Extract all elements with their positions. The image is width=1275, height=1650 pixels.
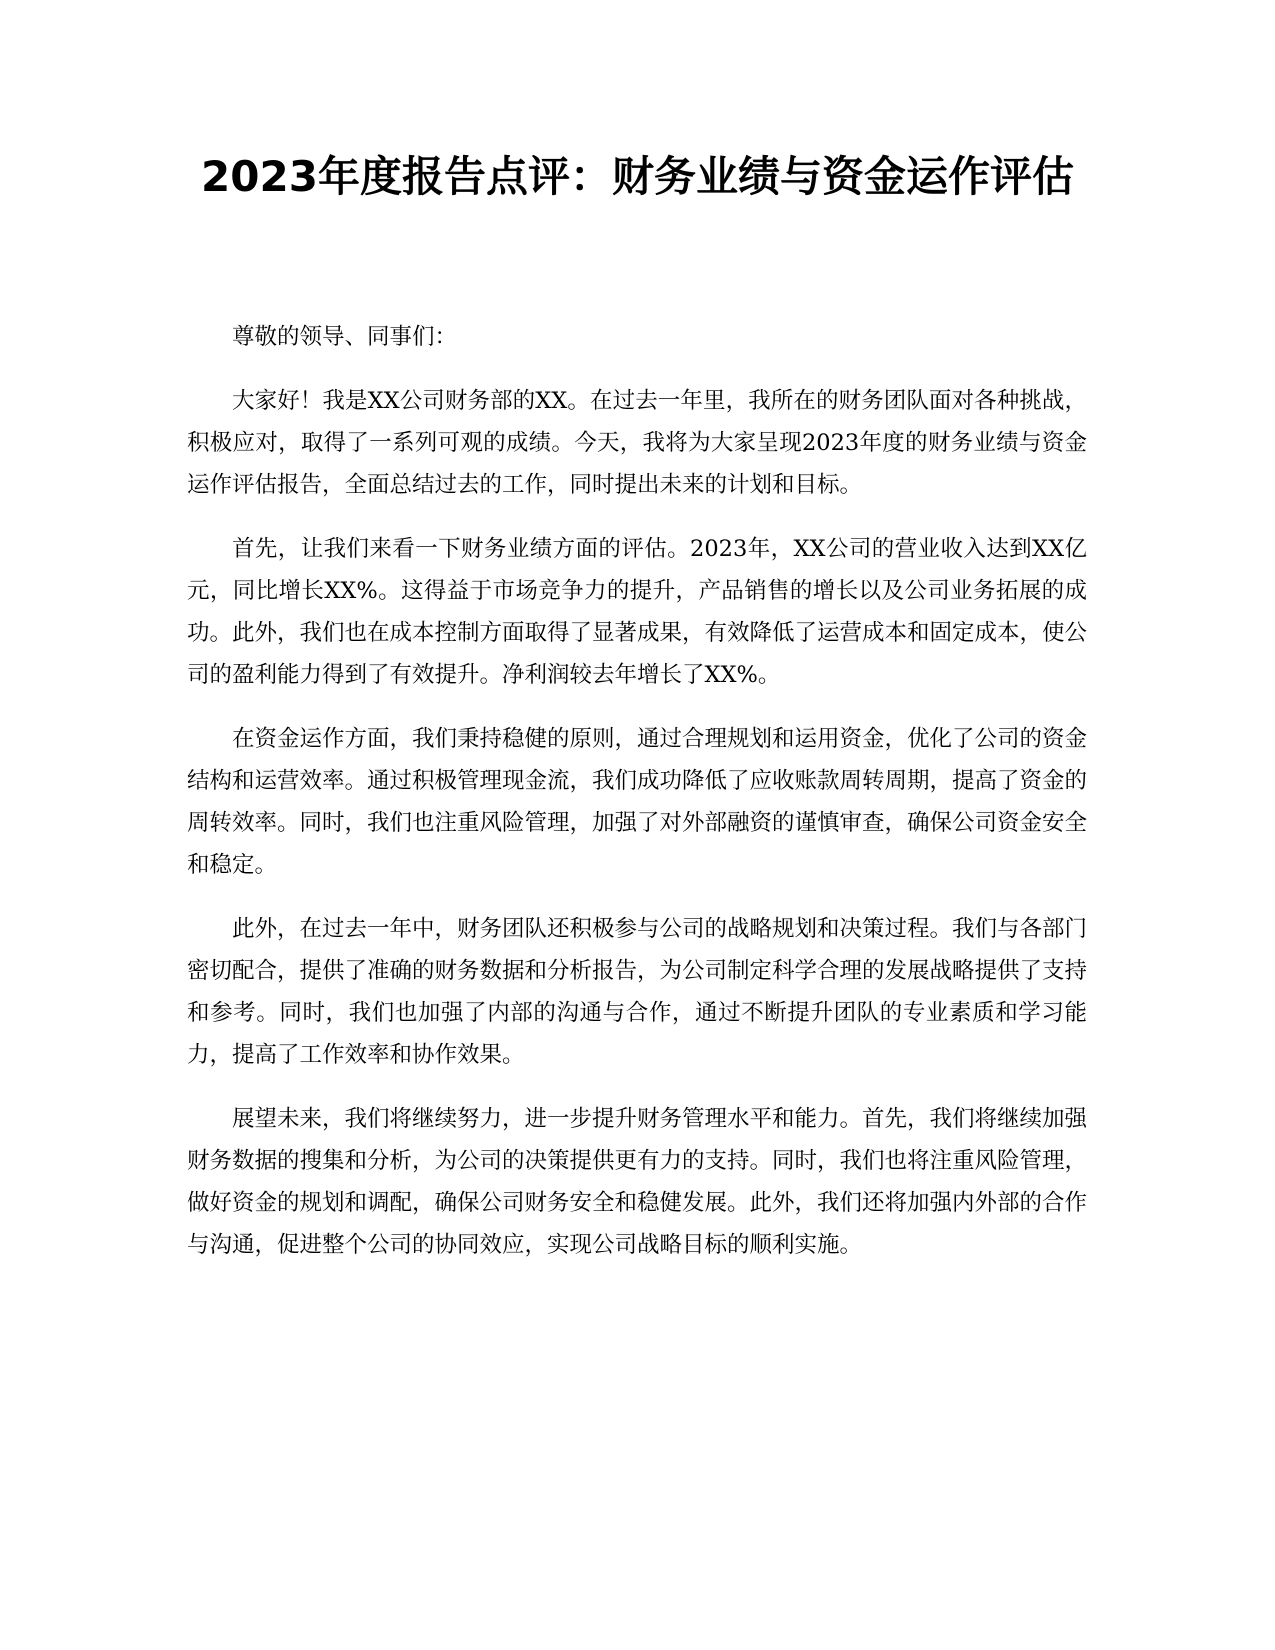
paragraph-introduction: 大家好！我是XX公司财务部的XX。在过去一年里，我所在的财务团队面对各种挑战，积极应对，取得了一系列可观的成绩。今天，我将为大家呈现2023年度的财务业绩与资金运作评估报告，全面总结过去的工作，同时提出未来的计划和目标。 bbox=[187, 388, 1087, 498]
document-title: 2023年度报告点评：财务业绩与资金运作评估 bbox=[201, 152, 1074, 201]
paragraph-outlook: 展望未来，我们将继续努力，进一步提升财务管理水平和能力。首先，我们将继续加强财务数据的搜集和分析，为公司的决策提供更有力的支持。同时，我们也将注重风险管理，做好资金的规划和调配，确保公司财务安全和稳健发展。此外，我们还将加强内外部的合作与沟通，促进整个公司的协同效应，实现公司战略目标的顺利实施。 bbox=[187, 1106, 1088, 1258]
paragraph-financial-performance: 首先，让我们来看一下财务业绩方面的评估。2023年，XX公司的营业收入达到XX亿元，同比增长XX%。这得益于市场竞争力的提升，产品销售的增长以及公司业务拓展的成功。此外，我们也在成本控制方面取得了显著成果，有效降低了运营成本和固定成本，使公司的盈利能力得到了有效提升。净利润较去年增长了XX%。 bbox=[187, 536, 1088, 688]
paragraph-capital-operations: 在资金运作方面，我们秉持稳健的原则，通过合理规划和运用资金，优化了公司的资金结构和运营效率。通过积极管理现金流，我们成功降低了应收账款周转周期，提高了资金的周转效率。同时，我们也注重风险管理，加强了对外部融资的谨慎审查，确保公司资金安全和稳定。 bbox=[187, 726, 1088, 878]
paragraph-strategic-participation: 此外，在过去一年中，财务团队还积极参与公司的战略规划和决策过程。我们与各部门密切配合，提供了准确的财务数据和分析报告，为公司制定科学合理的发展战略提供了支持和参考。同时，我们也加强了内部的沟通与合作，通过不断提升团队的专业素质和学习能力，提高了工作效率和协作效果。 bbox=[187, 916, 1088, 1068]
salutation: 尊敬的领导、同事们： bbox=[232, 324, 458, 350]
document-body bbox=[187, 316, 1087, 1288]
